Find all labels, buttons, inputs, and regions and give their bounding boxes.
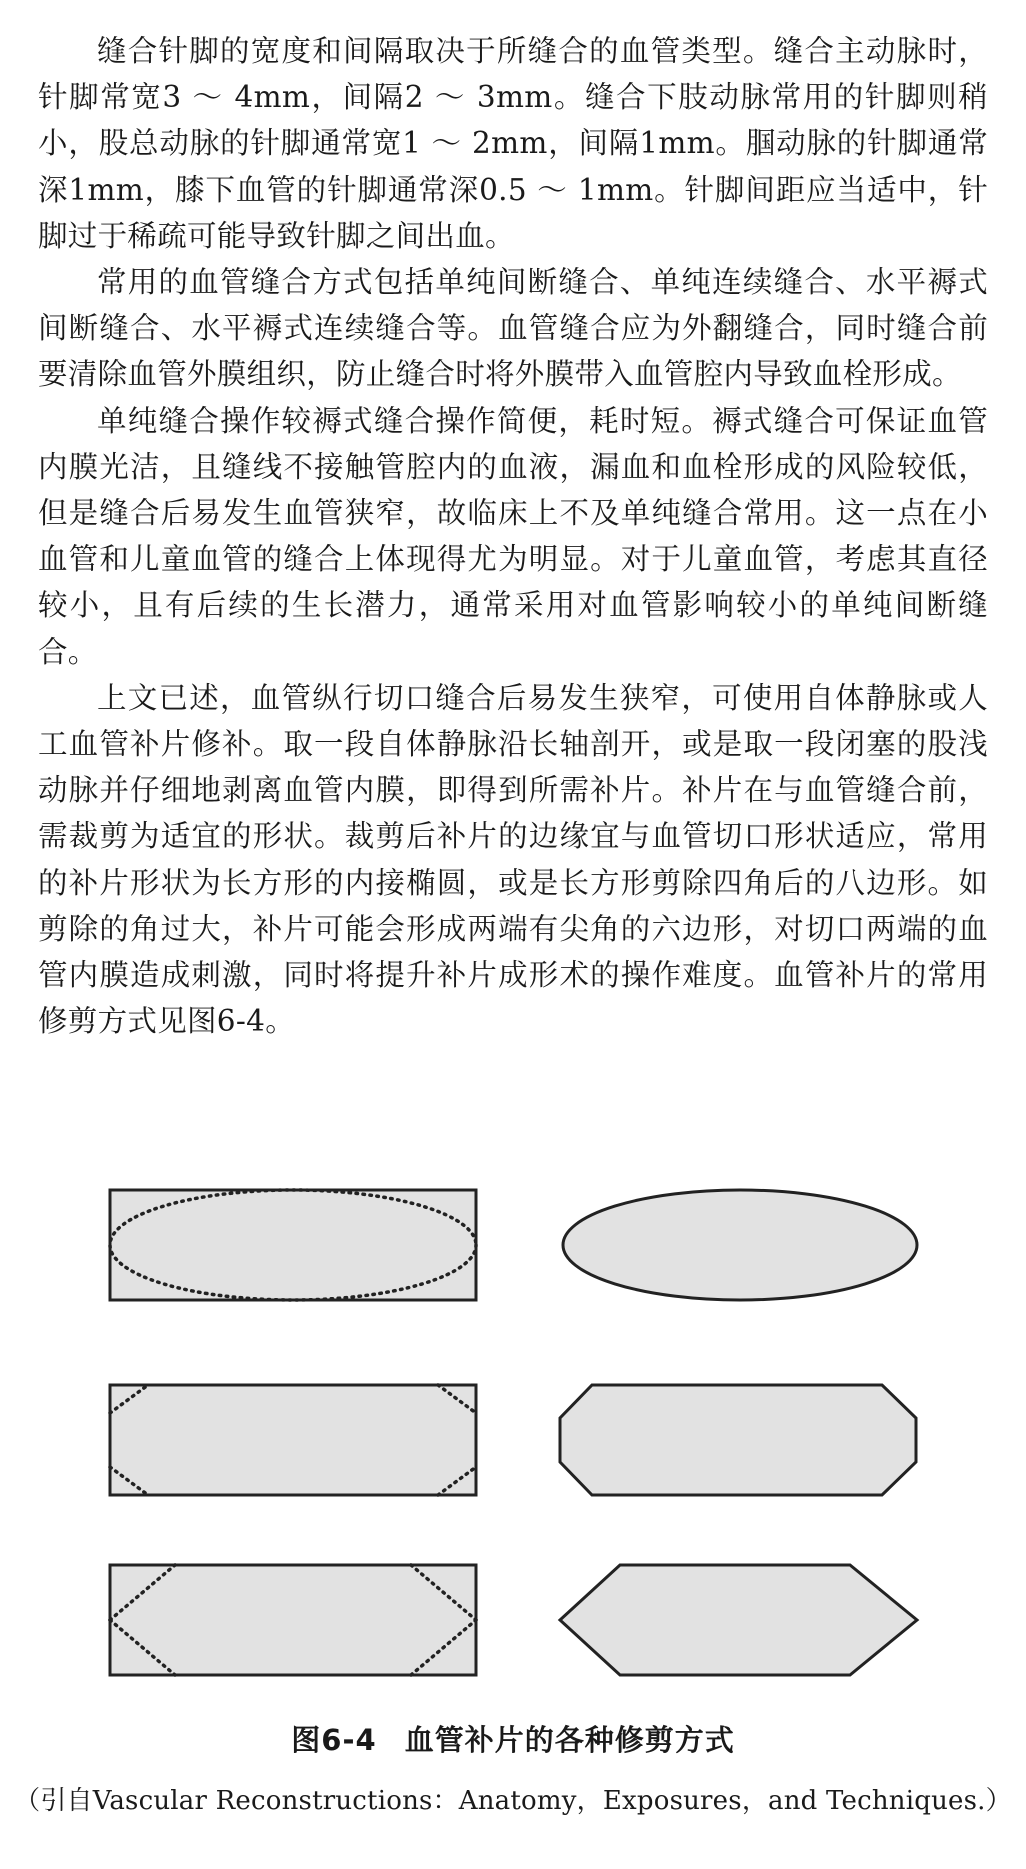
paragraph-stitch-spacing: 缝合针脚的宽度和间隔取决于所缝合的血管类型。缝合主动脉时，针脚常宽3 ～ 4mm，间隔2 ～ 3mm。缝合下肢动脉常用的针脚则稍小，股总动脉的针脚通常宽1 ～ 2mm，间隔1mm。腘动脉的针脚通常深1mm，膝下血管的针脚通常深0.5 ～ 1mm。针脚间距应当适中，针脚过于稀疏可能导致针脚之间出血。 xyxy=(38,34,988,253)
figure-patch-trimming xyxy=(0,1160,1026,1720)
figure-caption xyxy=(0,1718,1026,1759)
octagon-patch-shape xyxy=(560,1385,916,1495)
patch-rect-2 xyxy=(110,1385,476,1495)
rect-with-dotted-hexagon xyxy=(110,1565,476,1675)
paragraph-mattress-vs-simple: 单纯缝合操作较褥式缝合操作简便，耗时短。褥式缝合可保证血管内膜光洁，且缝线不接触管腔内的血液，漏血和血栓形成的风险较低，但是缝合后易发生血管狭窄，故临床上不及单纯缝合常用。这一点在小血管和儿童血管的缝合上体现得尤为明显。对于儿童血管，考虑其直径较小，且有后续的生长潜力，通常采用对血管影响较小的单纯间断缝合。 xyxy=(38,403,988,669)
paragraph-patch-repair: 上文已述，血管纵行切口缝合后易发生狭窄，可使用自体静脉或人工血管补片修补。取一段自体静脉沿长轴剖开，或是取一段闭塞的股浅动脉并仔细地剥离血管内膜，即得到所需补片。补片在与血管缝合前，需裁剪为适宜的形状。裁剪后补片的边缘宜与血管切口形状适应，常用的补片形状为长方形的内接椭圆，或是长方形剪除四角后的八边形。如剪除的角过大，补片可能会形成两端有尖角的六边形，对切口两端的血管内膜造成刺激，同时将提升补片成形术的操作难度。血管补片的常用修剪方式见图6-4。 xyxy=(38,680,988,1039)
hexagon-patch-shape xyxy=(560,1565,917,1675)
paragraph-suture-methods: 常用的血管缝合方式包括单纯间断缝合、单纯连续缝合、水平褥式间断缝合、水平褥式连续缝合等。血管缝合应为外翻缝合，同时缝合前要清除血管外膜组织，防止缝合时将外膜带入血管腔内导致血栓形成。 xyxy=(38,265,988,392)
body-text xyxy=(38,28,988,1044)
patch-rect-3 xyxy=(110,1565,476,1675)
row-octagon xyxy=(110,1385,916,1495)
rect-with-dotted-ellipse xyxy=(110,1190,476,1300)
figure-number: 图6-4 xyxy=(291,1723,377,1757)
row-hexagon xyxy=(110,1565,917,1675)
ellipse-patch-shape xyxy=(563,1190,917,1300)
row-ellipse xyxy=(110,1190,917,1300)
rect-with-dotted-octagon xyxy=(110,1385,476,1495)
figure-title: 血管补片的各种修剪方式 xyxy=(404,1723,735,1757)
figure-source: （引自Vascular Reconstructions：Anatomy，Exposures，and Techniques.） xyxy=(14,1786,1012,1816)
figure-diagram xyxy=(0,1160,1026,1720)
